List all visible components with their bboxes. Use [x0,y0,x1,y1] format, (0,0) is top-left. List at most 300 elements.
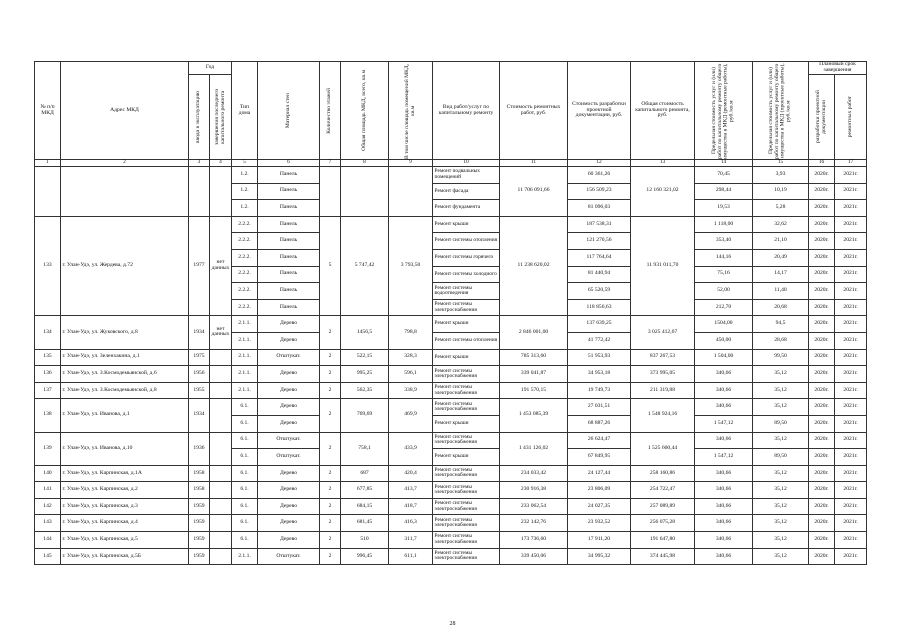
year-built: 1977 [189,216,210,316]
header-deadline-repair: ремонтных работ [835,75,867,160]
total-area: 995,25 [341,366,389,383]
deadline-design: 2020г. [809,167,835,184]
header-max-cost-repair: Предельная стоимость услуг и (или) работ по капитальному ремонту общего имущества в МКД (ремонтные работы), руб./кв.м [695,62,753,160]
work-type-label: Ремонт системы электроснабжения [434,500,477,512]
repair-program-table [34,61,867,565]
floors [320,167,341,217]
header-house-type: Тип дома [232,62,258,160]
wall-material: Дерево [258,498,320,515]
house-type: 6.1. [232,399,258,416]
work-type [433,399,500,416]
deadline-repair: 2021г. [835,167,867,184]
header-year-last-repair: завершения последнего капитального ремонта [210,75,232,160]
house-type: 1.2. [232,200,258,217]
wall-material: Отштукат. [258,449,320,466]
work-type-label: Ремонт системы электроснабжения [434,516,477,529]
table-body [35,167,867,565]
work-type-label: Ремонт системы отопления [434,237,498,244]
column-number: 1 [35,160,61,167]
work-type-label: Ремонт системы электроснабжения [434,400,477,413]
column-number-row [35,160,867,167]
work-type-label: Ремонт подвальных помещений [434,168,480,180]
work-type [433,316,500,333]
deadline-design: 2020г. [809,332,835,349]
header-work-cost: Стоимость ремонтных работ, руб. [500,62,568,160]
table-row [35,465,867,482]
design-cost: 81 096,03 [568,200,631,217]
max-cost-design: 35,12 [753,498,809,515]
house-number: 137 [35,382,61,399]
deadline-design: 2020г. [809,548,835,565]
design-cost: 34 953,18 [568,366,631,383]
deadline-design: 2020г. [809,366,835,383]
deadline-design: 2020г. [809,482,835,499]
max-cost-design: 35,12 [753,382,809,399]
deadline-repair: 2021г. [835,532,867,549]
work-type-label: Ремонт системы электроснабжения [434,533,477,545]
total-area: 684,15 [341,498,389,515]
deadline-repair: 2021г. [835,266,867,283]
deadline-repair: 2021г. [835,332,867,349]
work-type [433,515,500,532]
house-number: 133 [35,216,61,316]
column-number: 2 [61,160,189,167]
deadline-repair: 2021г. [835,432,867,449]
house-number: 140 [35,465,61,482]
work-type-label: Ремонт фасада [434,187,469,194]
house-type: 2.1.1. [232,316,258,333]
house-address: г. Улан-Удэ, ул. Карпинская, д.4 [61,515,189,532]
deadline-design: 2020г. [809,216,835,233]
deadline-repair: 2021г. [835,548,867,565]
max-cost-design: 35,12 [753,465,809,482]
work-type [433,233,500,250]
house-number: 136 [35,366,61,383]
house-address: г. Улан-Удэ, ул. Жердева, д.72 [61,216,189,316]
floors: 2 [320,432,341,465]
deadline-repair: 2021г. [835,366,867,383]
work-cost: 232 142,76 [500,515,568,532]
wall-material: Панель [258,299,320,316]
total-area: 5 747,42 [341,216,389,316]
living-area: 420,4 [389,465,433,482]
house-type: 6.1. [232,532,258,549]
wall-material: Панель [258,266,320,283]
total-cost: 11 931 011,70 [631,216,695,316]
work-cost: 1 453 085,39 [500,399,568,432]
living-area: 338,9 [389,382,433,399]
work-type [433,366,500,383]
design-cost: 24 027,35 [568,498,631,515]
floors: 5 [320,216,341,316]
deadline-design: 2020г. [809,515,835,532]
floors: 2 [320,532,341,549]
living-area: 416,3 [389,515,433,532]
max-cost-design: 11,40 [753,283,809,300]
max-cost-design: 14,17 [753,266,809,283]
living-area: 3 793,50 [389,216,433,316]
header-wall-material: Материал стен [258,62,320,160]
house-type: 2.1.1. [232,332,258,349]
work-cost: 234 033,42 [500,465,568,482]
year-last-repair [210,498,232,515]
table-row [35,366,867,383]
house-number: 144 [35,532,61,549]
header-deadline-group: Плановый срок завершения [809,62,867,75]
work-type [433,548,500,565]
max-cost-repair: 1 504,00 [695,349,753,366]
work-type-label: Ремонт системы электроснабжения [434,550,477,562]
house-address: г. Улан-Удэ, ул. Карпинская, д.5 [61,532,189,549]
year-last-repair: нет данных [210,216,232,316]
header-living-area: В том числе площадь помещений МКД, кв.м [389,62,433,160]
house-type: 2.2.2. [232,299,258,316]
work-type [433,299,500,316]
work-type-label: Ремонт системы горячего [434,254,494,261]
table-row [35,432,867,449]
year-last-repair [210,532,232,549]
design-cost: 65 520,59 [568,283,631,300]
design-cost: 117 764,64 [568,249,631,266]
deadline-repair: 2021г. [835,415,867,432]
header-no: № п/п МКД [35,62,61,160]
max-cost-design: 35,12 [753,399,809,416]
total-cost: 837 267,53 [631,349,695,366]
deadline-repair: 2021г. [835,449,867,466]
house-type: 2.2.2. [232,233,258,250]
column-number: 3 [189,160,210,167]
house-number: 141 [35,482,61,499]
max-cost-repair: 144,16 [695,249,753,266]
total-area: 677,85 [341,482,389,499]
max-cost-design: 94,5 [753,316,809,333]
deadline-repair: 2021г. [835,283,867,300]
total-area: 687 [341,465,389,482]
column-number: 10 [433,160,500,167]
table-row [35,167,867,184]
total-cost: 211 319,88 [631,382,695,399]
max-cost-design: 10,19 [753,183,809,200]
table-row [35,482,867,499]
house-number: 139 [35,432,61,465]
work-type-label: Ремонт крыши [434,453,469,460]
design-cost: 51 953,93 [568,349,631,366]
header-total-area: Общая площадь МКД, всего, кв.м [341,62,389,160]
year-built: 1955 [189,382,210,399]
work-type-label: Ремонт крыши [434,420,469,426]
max-cost-design: 89,50 [753,415,809,432]
design-cost: 17 911,20 [568,532,631,549]
work-type [433,432,500,449]
design-cost: 34 995,32 [568,548,631,565]
house-address: г. Улан-Удэ, ул. Карпинская, д.5Б [61,548,189,565]
total-cost: 1 548 924,16 [631,399,695,432]
living-area: 798,8 [389,316,433,349]
work-cost: 191 570,15 [500,382,568,399]
living-area: 328,3 [389,349,433,366]
deadline-design: 2020г. [809,532,835,549]
year-built: 1934 [189,399,210,432]
year-last-repair [210,482,232,499]
work-type [433,266,500,283]
work-type-label: Ремонт системы электроснабжения [434,467,477,479]
column-number: 15 [753,160,809,167]
deadline-repair: 2021г. [835,200,867,217]
design-cost: 68 887,26 [568,415,631,432]
deadline-repair: 2021г. [835,498,867,515]
total-cost: 12 160 321,02 [631,167,695,217]
column-number: 6 [258,160,320,167]
deadline-design: 2020г. [809,465,835,482]
deadline-repair: 2021г. [835,233,867,250]
work-type [433,249,500,266]
wall-material: Дерево [258,465,320,482]
deadline-design: 2020г. [809,415,835,432]
total-area: 522,15 [341,349,389,366]
work-type-label: Ремонт системы электроснабжения [434,301,477,313]
year-last-repair [210,432,232,465]
max-cost-design: 35,12 [753,515,809,532]
deadline-repair: 2021г. [835,399,867,416]
max-cost-repair: 353,40 [695,233,753,250]
design-cost: 156 509,23 [568,183,631,200]
max-cost-repair: 340,66 [695,548,753,565]
work-type-label: Ремонт системы отопления [434,337,498,344]
design-cost: 118 856,63 [568,299,631,316]
header-max-cost-design: Предельная стоимость услуг и (или) работ по капитальному ремонту общего имущества в МКД (проектные работы), руб./кв.м [753,62,809,160]
total-cost: 257 089,89 [631,498,695,515]
year-last-repair [210,548,232,565]
max-cost-design: 89,50 [753,449,809,466]
house-type: 6.1. [232,465,258,482]
work-type-label: Ремонт крыши [434,353,469,360]
design-cost: 137 639,25 [568,316,631,333]
house-type: 2.1.1. [232,382,258,399]
wall-material: Панель [258,183,320,200]
wall-material: Отштукат. [258,548,320,565]
design-cost: 24 127,44 [568,465,631,482]
wall-material: Панель [258,283,320,300]
max-cost-repair: 340,66 [695,498,753,515]
living-area: 311,7 [389,532,433,549]
max-cost-repair: 1 547,12 [695,415,753,432]
house-number: 135 [35,349,61,366]
house-type: 2.1.1. [232,366,258,383]
house-type: 6.1. [232,515,258,532]
work-type-label: Ремонт системы электроснабжения [434,384,477,396]
year-built: 1975 [189,349,210,366]
wall-material: Дерево [258,515,320,532]
deadline-repair: 2021г. [835,216,867,233]
deadline-repair: 2021г. [835,249,867,266]
total-area: 1456,5 [341,316,389,349]
total-cost: 373 995,05 [631,366,695,383]
work-type [433,449,500,466]
table-row [35,316,867,333]
house-type: 2.1.1. [232,349,258,366]
deadline-repair: 2021г. [835,382,867,399]
deadline-design: 2020г. [809,233,835,250]
house-type: 6.1. [232,482,258,499]
work-type-label: Ремонт крыши [434,220,469,227]
house-type: 2.2.2. [232,266,258,283]
design-cost: 81 440,94 [568,266,631,283]
table-row [35,498,867,515]
wall-material: Дерево [258,316,320,333]
wall-material: Дерево [258,399,320,416]
work-type-label: Ремонт системы электроснабжения [434,433,477,446]
house-address: г. Улан-Удэ, ул. Жуковского, д.8 [61,316,189,349]
house-type: 2.1.1. [232,548,258,565]
column-number: 5 [232,160,258,167]
house-type: 6.1. [232,498,258,515]
year-built [189,167,210,217]
work-type [433,200,500,217]
max-cost-repair: 75,16 [695,266,753,283]
floors: 2 [320,366,341,383]
total-cost: 1 525 600,44 [631,432,695,465]
deadline-repair: 2021г. [835,465,867,482]
house-type: 2.2.2. [232,283,258,300]
work-type-label: Ремонт системы холодного [434,270,497,277]
header-design-cost: Стоимость разработки проектной документации, руб. [568,62,631,160]
column-number: 7 [320,160,341,167]
house-address: г. Улан-Удэ, ул. З.Космодемьянской, д.8 [61,382,189,399]
year-last-repair [210,349,232,366]
header-floors: Количество этажей [320,62,341,160]
table-row [35,548,867,565]
house-address: г. Улан-Удэ, ул. З.Космодемьянской, д.6 [61,366,189,383]
year-last-repair [210,515,232,532]
year-built: 1959 [189,532,210,549]
work-type-label: Ремонт системы электроснабжения [434,367,477,379]
total-area: 769,69 [341,399,389,432]
year-built: 1958 [189,482,210,499]
wall-material: Дерево [258,482,320,499]
living-area [389,167,433,217]
year-built: 1959 [189,498,210,515]
floors: 2 [320,548,341,565]
max-cost-repair: 340,66 [695,482,753,499]
floors: 2 [320,515,341,532]
column-number: 4 [210,160,232,167]
total-area [341,167,389,217]
house-type: 2.2.2. [232,249,258,266]
table-row [35,349,867,366]
design-cost: 67 849,95 [568,449,631,466]
max-cost-repair: 1 547,12 [695,449,753,466]
total-area: 562,35 [341,382,389,399]
wall-material: Дерево [258,415,320,432]
house-number: 145 [35,548,61,565]
work-cost: 785 313,60 [500,349,568,366]
column-number: 9 [389,160,433,167]
floors: 2 [320,482,341,499]
year-built: 1956 [189,366,210,383]
living-area: 469,9 [389,399,433,432]
work-cost: 11 706 091,66 [500,167,568,217]
max-cost-design: 5,28 [753,200,809,217]
deadline-design: 2020г. [809,249,835,266]
year-last-repair: нет данных [210,316,232,349]
max-cost-repair: 340,66 [695,382,753,399]
deadline-repair: 2021г. [835,482,867,499]
max-cost-design: 28,68 [753,332,809,349]
max-cost-design: 35,12 [753,432,809,449]
work-type [433,167,500,184]
deadline-design: 2020г. [809,183,835,200]
work-cost: 230 916,38 [500,482,568,499]
house-type: 6.1. [232,415,258,432]
max-cost-design: 20,49 [753,249,809,266]
wall-material: Дерево [258,332,320,349]
design-cost: 26 624,47 [568,432,631,449]
header-year-built: ввода в эксплуатацию [189,75,210,160]
work-type [433,415,500,432]
max-cost-repair: 340,66 [695,515,753,532]
living-area: 418,7 [389,498,433,515]
house-address: г. Улан-Удэ, ул. Карпинская, д.3 [61,498,189,515]
year-built: 1959 [189,515,210,532]
living-area: 596,1 [389,366,433,383]
deadline-design: 2020г. [809,316,835,333]
deadline-design: 2020г. [809,349,835,366]
house-type: 6.1. [232,449,258,466]
header-deadline-design: разработки проектной документации [809,75,835,160]
house-address: г. Улан-Удэ, ул. Карпинская, д.1А [61,465,189,482]
work-type [433,183,500,200]
living-area: 413,7 [389,482,433,499]
work-type-label: Ремонт фундамента [434,204,481,211]
wall-material: Панель [258,249,320,266]
work-cost: 233 062,54 [500,498,568,515]
max-cost-repair: 340,66 [695,399,753,416]
wall-material: Панель [258,216,320,233]
deadline-design: 2020г. [809,382,835,399]
floors: 2 [320,465,341,482]
wall-material: Дерево [258,366,320,383]
year-last-repair [210,382,232,399]
work-cost: 339 450,06 [500,548,568,565]
wall-material: Дерево [258,382,320,399]
year-built: 1936 [189,432,210,465]
total-cost: 256 075,28 [631,515,695,532]
year-last-repair [210,465,232,482]
column-number: 14 [695,160,753,167]
work-type [433,382,500,399]
work-type [433,498,500,515]
column-number: 8 [341,160,389,167]
work-cost: 1 431 126,02 [500,432,568,465]
deadline-repair: 2021г. [835,515,867,532]
deadline-repair: 2021г. [835,349,867,366]
max-cost-repair: 1504,00 [695,316,753,333]
design-cost: 41 772,42 [568,332,631,349]
total-cost: 191 647,80 [631,532,695,549]
design-cost: 19 749,73 [568,382,631,399]
work-cost: 339 041,87 [500,366,568,383]
work-type [433,216,500,233]
max-cost-repair: 19,53 [695,200,753,217]
total-cost: 3 025 412,67 [631,316,695,349]
column-number: 12 [568,160,631,167]
table-row [35,532,867,549]
work-type [433,332,500,349]
living-area: 611,1 [389,548,433,565]
house-number: 134 [35,316,61,349]
deadline-design: 2020г. [809,432,835,449]
header-address: Адрес МКД [61,62,189,160]
